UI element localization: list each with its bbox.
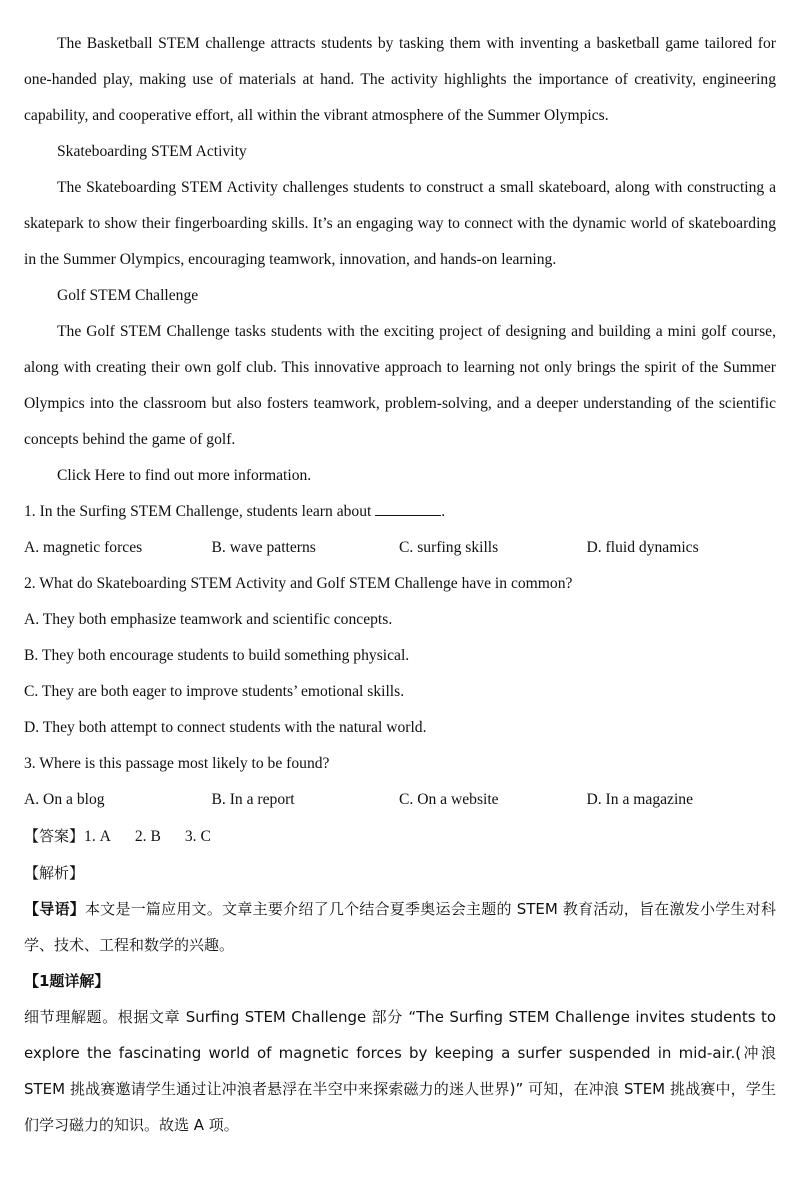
answer-item: 1. A xyxy=(84,828,111,845)
q1-detail-text: 细节理解题。根据文章 Surfing STEM Challenge 部分 “The Surfing STEM Challenge invites students to explore the fascinating world of magnetic forces by keeping a surfer suspended in mid-air.(冲浪 STEM 挑战赛邀请学生通过让冲浪者悬浮在半空中来探索磁力的迷人世界)” 可知，在冲浪 STEM 挑战赛中，学生们学习磁力的知识。故选 A 项。 xyxy=(24,1008,776,1134)
basketball-paragraph: The Basketball STEM challenge attracts students by tasking them with inventing a basketball game tailored for one-handed play, making use of materials at hand. The activity highlights the importance of creativity, engineering capability, and cooperative effort, all within the vibrant atmosphere of the Summer Olympics. xyxy=(24,35,776,124)
intro-label: 【导语】 xyxy=(24,900,85,918)
answer-label: 【答案】 xyxy=(24,827,85,845)
question-2 xyxy=(24,566,776,746)
golf-heading: Golf STEM Challenge xyxy=(57,287,199,304)
answer-item: 2. B xyxy=(134,828,161,845)
stem-end: . xyxy=(441,503,446,520)
analysis-label: 【解析】 xyxy=(24,864,85,882)
option-b: B. In a report xyxy=(211,791,295,808)
click-here-link[interactable]: Click Here to find out more information. xyxy=(57,467,312,484)
option-a: A. On a blog xyxy=(24,791,105,808)
option-a: A. They both emphasize teamwork and scientific concepts. xyxy=(24,611,393,628)
intro-text: 本文是一篇应用文。文章主要介绍了几个结合夏季奥运会主题的 STEM 教育活动，旨在激发小学生对科学、技术、工程和数学的兴趣。 xyxy=(24,900,776,954)
option-d: D. In a magazine xyxy=(586,791,694,808)
skateboarding-heading: Skateboarding STEM Activity xyxy=(57,143,247,160)
answer-blank xyxy=(375,501,441,516)
answer-item: 3. C xyxy=(184,828,211,845)
question-3 xyxy=(24,746,776,818)
golf-paragraph: The Golf STEM Challenge tasks students with the exciting project of designing and building a mini golf course, along with creating their own golf club. This innovative approach to learning not only brings the spirit of the Summer Olympics into the classroom but also fosters teamwork, problem-solving, and a deeper understanding of the scientific concepts behind the game of golf. xyxy=(24,323,776,448)
option-b: B. wave patterns xyxy=(211,539,316,556)
q1-detail-label: 【1题详解】 xyxy=(24,972,110,990)
option-d: D. fluid dynamics xyxy=(586,539,699,556)
option-c: C. surfing skills xyxy=(399,539,499,556)
option-b: B. They both encourage students to build something physical. xyxy=(24,647,410,664)
option-c: C. They are both eager to improve students’ emotional skills. xyxy=(24,683,405,700)
option-d: D. They both attempt to connect students with the natural world. xyxy=(24,719,427,736)
question-stem: 2. What do Skateboarding STEM Activity and Golf STEM Challenge have in common? xyxy=(24,575,573,592)
option-a: A. magnetic forces xyxy=(24,539,143,556)
skateboarding-paragraph: The Skateboarding STEM Activity challenges students to construct a small skateboard, along with constructing a skatepark to show their fingerboarding skills. It’s an engaging way to connect with the dynamic world of skateboarding in the Summer Olympics, encouraging teamwork, innovation, and hands-on learning. xyxy=(24,179,776,268)
question-stem: 1. In the Surfing STEM Challenge, students learn about xyxy=(24,503,372,520)
question-1 xyxy=(24,494,776,566)
intro-paragraph xyxy=(24,891,776,963)
answer-line xyxy=(24,818,776,855)
option-c: C. On a website xyxy=(399,791,499,808)
question-stem: 3. Where is this passage most likely to be found? xyxy=(24,755,330,772)
